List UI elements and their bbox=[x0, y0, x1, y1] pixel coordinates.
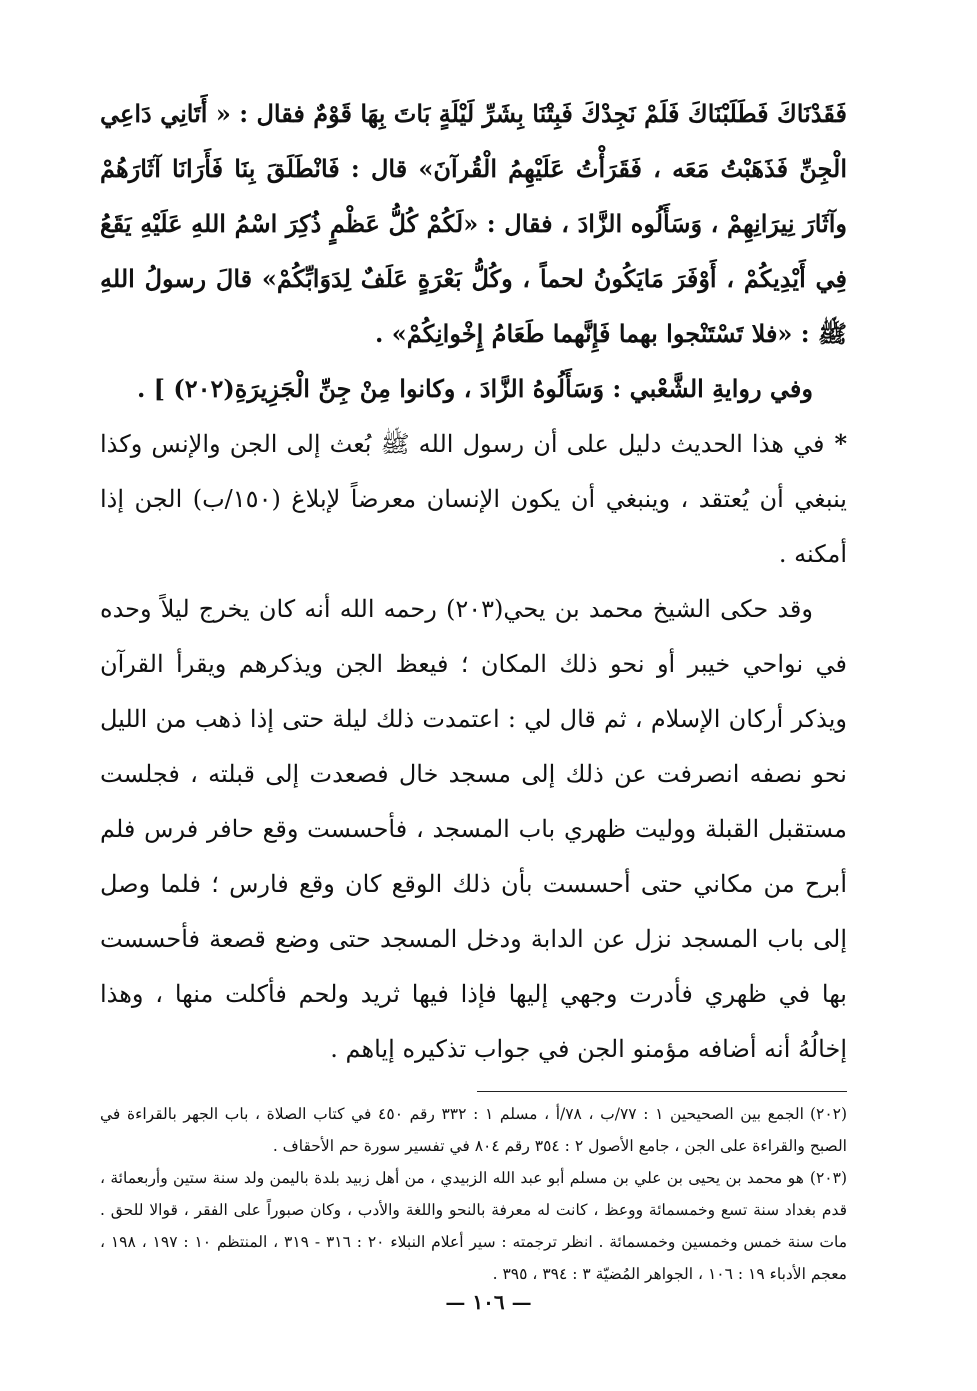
shabi-narration-paragraph: وفي روايةِ الشَّعْبي : وَسَأَلُوهُ الزَّادَ ، وكانوا مِنْ جِنِّ الْجَزِيرَةِ(٢٠٢) ] . bbox=[136, 374, 813, 403]
footnote-text: الجمع بين الصحيحين ١ : ٧٧/ب ، ٧٨/أ ، مسلم ١ : ٣٣٢ رقم ٤٥٠ في كتاب الصلاة ، باب الجهر بالقراءة في الصبح والقراءة على الجن ، جامع الأصول ٢ : ٣٥٤ رقم ٨٠٤ في تفسير سورة حم الأحقاف . bbox=[100, 1105, 847, 1155]
footnote-text: هو محمد بن يحيى بن علي بن مسلم أبو عبد الله الزبيدي ، من أهل زبيد بلدة باليمن ولد سنة ستين وأربعمائة ، قدم بغداد سنة تسع وخمسمائة ووعظ ، كانت له معرفة بالنحو واللغة والأدب ، وكان صبوراً على الفقر ، قوالا للحق . مات سنة خمس وخمسين وخمسمائة . انظر ترجمته : سير أعلام النبلاء ٢٠ : ٣١٦ - ٣١٩ ، المنتظم ١٠ : ١٩٧ ، ١٩٨ ، معجم الأدباء ١٩ : ١٠٦ ، الجواهر المُضيّة ٣ : ٣٩٤ ، ٣٩٥ . bbox=[100, 1169, 848, 1283]
commentary-paragraph bbox=[100, 416, 847, 582]
page-number: — ١٠٦ — bbox=[445, 1290, 532, 1314]
commentary-text: في هذا الحديث دليل على أن رسول الله ﷺ بُعث إلى الجن والإنس وكذا ينبغي أن يُعتقد ، وينبغي أن يكون الإنسان معرضاً لإبلاغ (١٥٠/ب) الجن إذا أمكنه . bbox=[100, 430, 847, 568]
footnotes bbox=[100, 1098, 847, 1290]
footnote-divider bbox=[477, 1091, 847, 1092]
story-paragraph: وقد حكى الشيخ محمد بن يحي(٢٠٣) رحمه الله أنه كان يخرج ليلاً وحده في نواحي خيبر أو نحو ذلك المكان ؛ فيعظ الجن ويذكرهم ويقرأ القرآن ويذكر أركان الإسلام ، ثم قال لي : اعتمدت ذلك ليلة حتى إذا ذهب من الليل نحو نصفه انصرفت عن ذلك إلى مسجد خال فصعدت إلى قبلته ، فجلست مستقبل القبلة ووليت ظهري باب المسجد ، فأحسست وقع حافر فرس فلم أبرح من مكاني حتى أحسست بأن ذلك الوقع كان وقع فارس ؛ فلما وصل إلى باب المسجد نزل عن الدابة ودخل المسجد حتى وضع قصعة فأحسست بها في ظهري فأدرت وجهي إليها فإذا فيها ثريد ولحم فأكلت منها ، وهذا إخالُهُ أنه أضافه مؤمنو الجن في جواب تذكيره إياهم . bbox=[100, 595, 847, 1063]
footnote-number: (٢٠٣) bbox=[809, 1169, 847, 1187]
note-star-marker: * bbox=[834, 429, 847, 458]
footnote-202 bbox=[100, 1098, 847, 1162]
footnote-number: (٢٠٢) bbox=[809, 1105, 848, 1123]
main-text bbox=[100, 86, 847, 1077]
footnote-203 bbox=[100, 1162, 847, 1290]
hadith-paragraph: فَقَدْنَاكَ فَطَلَبْنَاكَ فَلَمْ نَجِدْكَ فَبِتْنَا بِشَرِّ لَيْلَةٍ بَاتَ بِهَا قَوْمٌ فقال : « أَتَانِي دَاعِي الْجِنِّ فَذَهَبْتُ مَعَه ، فَقَرَأْتُ عَلَيْهِمُ الْقُرآنَ» قال : فَانْطَلَقَ بِنَا فَأَرَانَا آثَارَهُمْ وآثَارَ نِيرَانِهِمْ ، وَسَأَلُوه الزَّادَ ، فقال : «لَكُمْ كُلُّ عَظْمٍ ذُكِرَ اسْمُ اللهِ عَلَيْهِ يَقَعُ فِي أَيْدِيكُمْ ، أَوْفَرَ مَايَكُونُ لحماً ، وكُلُّ بَعْرَةٍ عَلَفٌ لِدَوَابِّكُمْ» قالَ رسولُ اللهِ ﷺ : «فلا تَسْتَنْجوا بهما فَإِنَّهما طَعَامُ إِخْوانِكُمْ» . bbox=[100, 99, 848, 348]
